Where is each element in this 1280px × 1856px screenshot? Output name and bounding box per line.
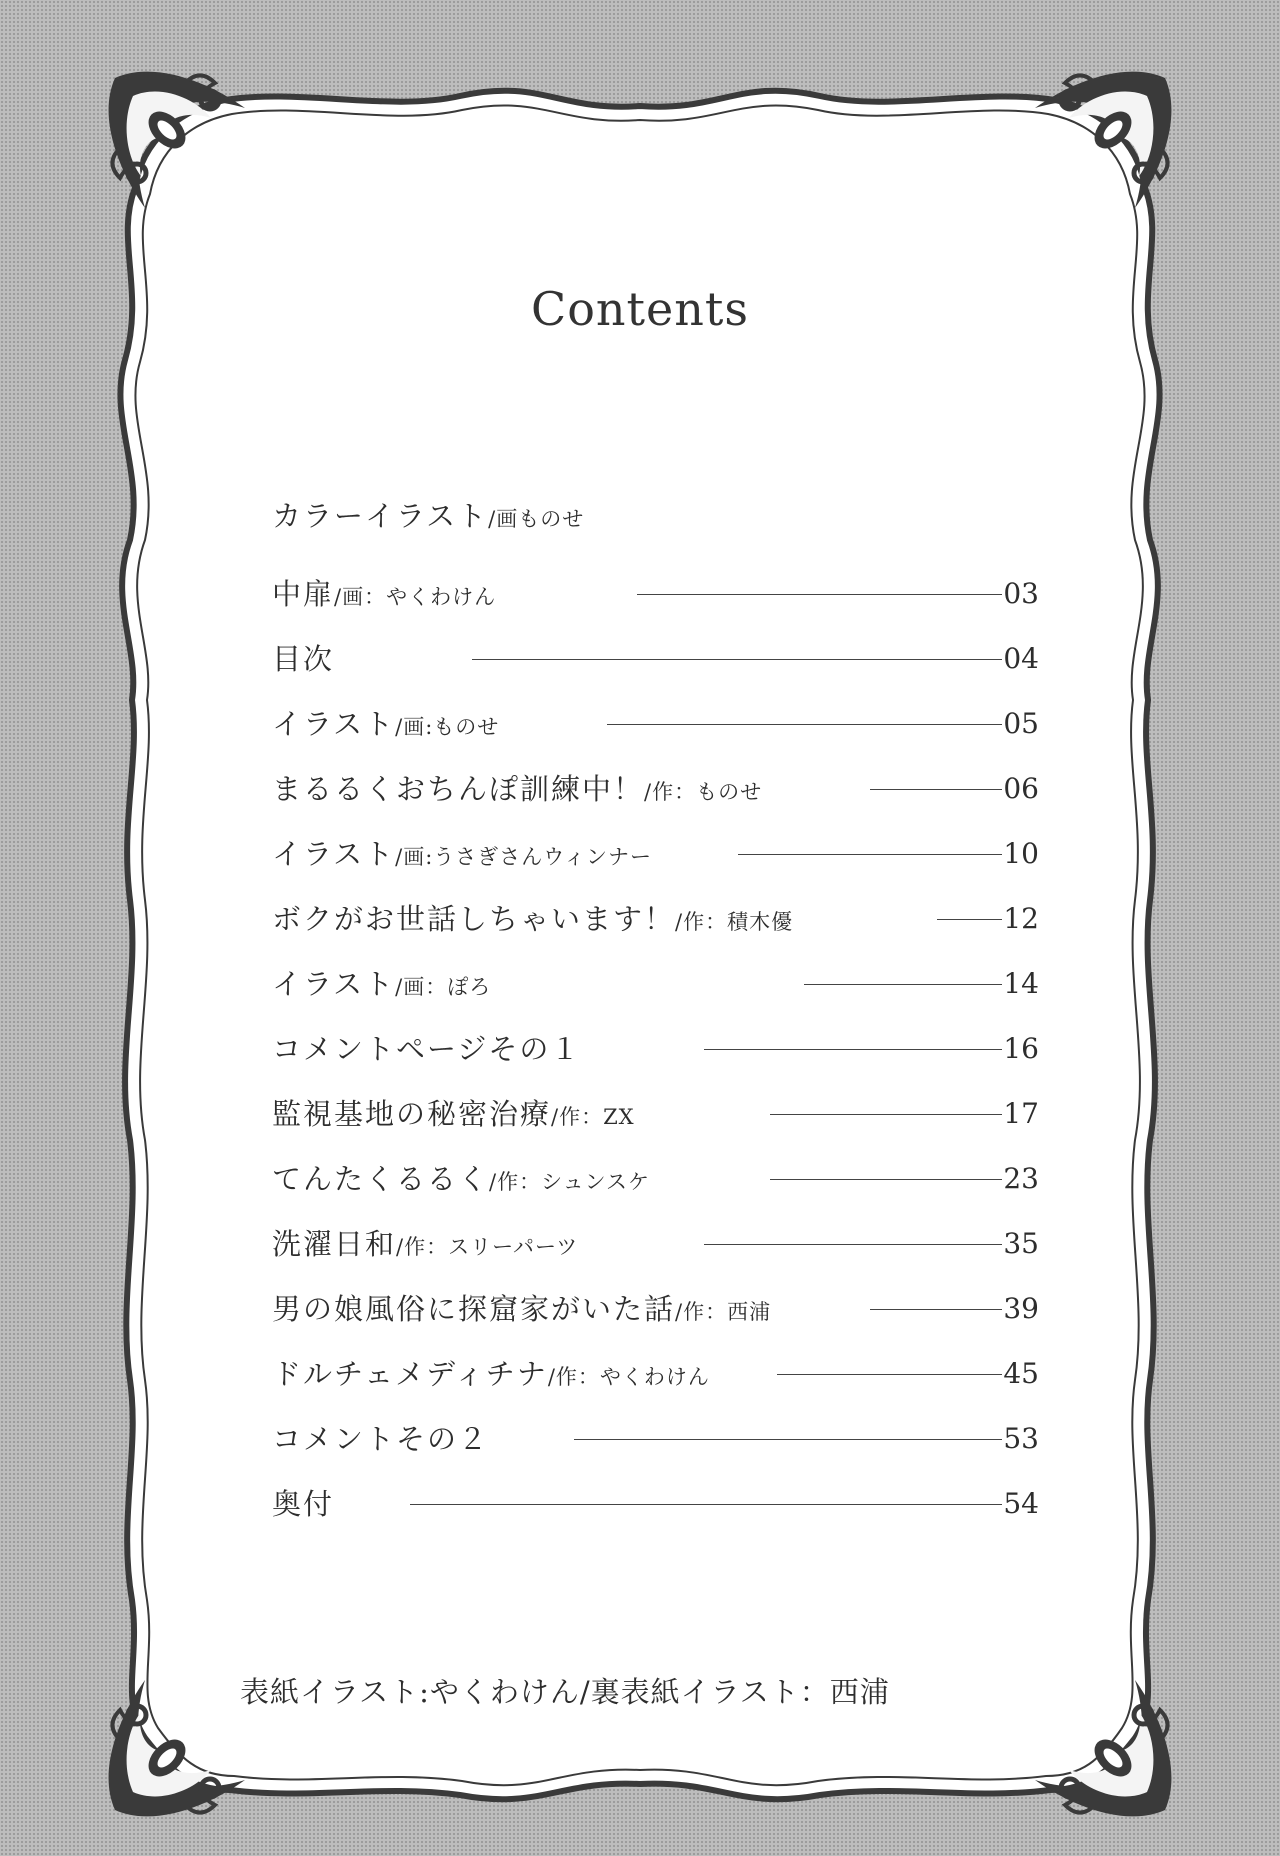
toc-entry [272, 574, 1042, 614]
entry-title: イラスト/画:ものせ [272, 707, 500, 741]
entry-credit: /画：やくわけん [334, 585, 497, 609]
entry-credit: /作：やくわけん [547, 1365, 710, 1389]
cover-illustration-credit: 表紙イラスト:やくわけん/裏表紙イラスト：西浦 [240, 1675, 890, 1709]
entry-credit: /作：ものせ [644, 780, 763, 804]
leader-line [410, 1504, 1002, 1505]
entry-title: 目次 [272, 642, 335, 676]
toc-entry [272, 1289, 1042, 1329]
toc-entry [272, 1354, 1042, 1394]
entry-credit: /画：ぽろ [395, 975, 492, 999]
entry-credit: /作：ZX [551, 1105, 635, 1129]
entry-title: 監視基地の秘密治療/作：ZX [272, 1097, 635, 1131]
leader-line [704, 1244, 1002, 1245]
leader-line [770, 1114, 1002, 1115]
leader-line [770, 1179, 1002, 1180]
entry-page: 12 [1003, 902, 1039, 935]
toc-entry [272, 1094, 1042, 1134]
entry-page: 54 [1003, 1487, 1039, 1520]
entry-page: 06 [1003, 772, 1039, 805]
entry-credit: /画:うさぎさんウィンナー [395, 845, 653, 869]
toc-entry [272, 1419, 1042, 1459]
toc-entry [272, 964, 1042, 1004]
entry-title: ドルチェメディチナ/作：やくわけん [272, 1357, 710, 1391]
entry-page: 45 [1003, 1357, 1039, 1390]
entry-page: 53 [1003, 1422, 1039, 1455]
leader-line [804, 984, 1002, 985]
entry-page: 03 [1003, 577, 1039, 610]
entry-page: 14 [1003, 967, 1039, 1000]
entry-page: 39 [1003, 1292, 1039, 1325]
toc-entry [272, 1159, 1042, 1199]
entry-title: イラスト/画：ぽろ [272, 967, 492, 1001]
entry-title: まるるくおちんぽ訓練中！/作：ものせ [272, 772, 763, 806]
entry-credit: /作：積木優 [675, 910, 794, 934]
leader-line [870, 789, 1002, 790]
leader-line [637, 594, 1002, 595]
entry-credit: /作：シュンスケ [489, 1170, 651, 1194]
entry-title: 奥付 [272, 1487, 335, 1521]
entry-title: コメントページその１ [272, 1032, 582, 1066]
page-title: Contents [531, 282, 749, 336]
entry-credit: /作：スリーパーツ [396, 1235, 579, 1259]
toc-entry [272, 1484, 1042, 1524]
toc-entry [272, 639, 1042, 679]
toc-entry [272, 704, 1042, 744]
entry-page: 17 [1003, 1097, 1039, 1130]
leader-line [574, 1439, 1002, 1440]
toc-entry [272, 769, 1042, 809]
leader-line [777, 1374, 1002, 1375]
toc-entry [272, 496, 1042, 536]
entry-credit: /画:ものせ [395, 715, 500, 739]
entry-title: 男の娘風俗に探窟家がいた話/作：西浦 [272, 1292, 772, 1326]
entry-title: イラスト/画:うさぎさんウィンナー [272, 837, 653, 871]
leader-line [472, 659, 1002, 660]
leader-line [704, 1049, 1002, 1050]
entry-credit: /画ものせ [488, 507, 585, 531]
entry-title: コメントその２ [272, 1422, 490, 1456]
entry-page: 04 [1003, 642, 1039, 675]
entry-page: 16 [1003, 1032, 1039, 1065]
entry-credit: /作：西浦 [675, 1300, 772, 1324]
toc-entry [272, 899, 1042, 939]
entry-title: ボクがお世話しちゃいます！/作：積木優 [272, 902, 794, 936]
leader-line [937, 919, 1002, 920]
entry-title: てんたくるるく/作：シュンスケ [272, 1162, 651, 1196]
entry-page: 35 [1003, 1227, 1039, 1260]
toc-entry [272, 1029, 1042, 1069]
entry-title: カラーイラスト/画ものせ [272, 499, 585, 533]
leader-line [870, 1309, 1002, 1310]
toc-entry [272, 1224, 1042, 1264]
leader-line [607, 724, 1002, 725]
entry-page: 10 [1003, 837, 1039, 870]
entry-page: 05 [1003, 707, 1039, 740]
entry-page: 23 [1003, 1162, 1039, 1195]
toc-entry [272, 834, 1042, 874]
leader-line [738, 854, 1002, 855]
entry-title: 中扉/画：やくわけん [272, 577, 497, 611]
entry-title: 洗濯日和/作：スリーパーツ [272, 1227, 579, 1261]
